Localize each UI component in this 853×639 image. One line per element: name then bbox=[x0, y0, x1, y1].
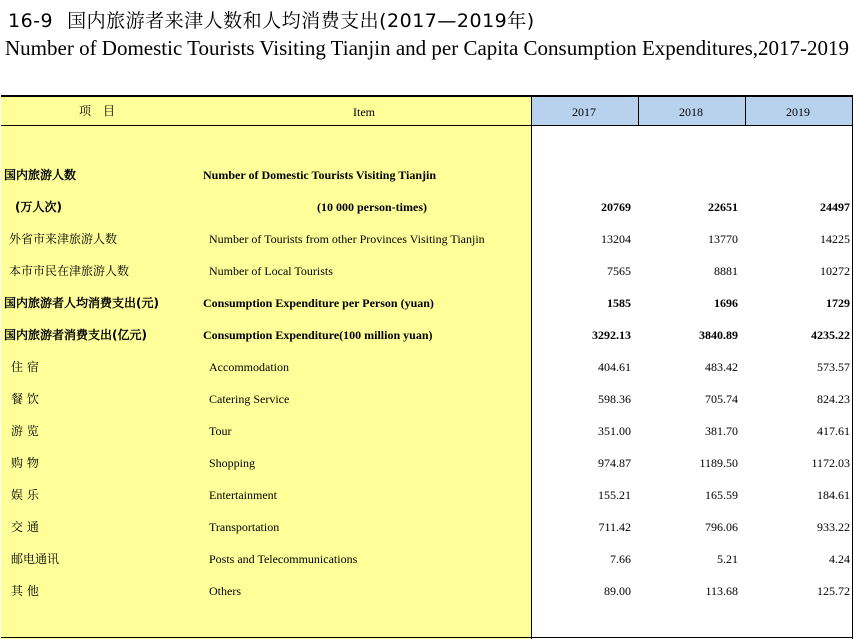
header-year-2018: 2018 bbox=[679, 105, 703, 119]
value-2019: 1729 bbox=[826, 296, 850, 310]
value-2017: 974.87 bbox=[598, 456, 631, 470]
value-2017: 155.21 bbox=[598, 488, 631, 502]
value-2019: 824.23 bbox=[817, 392, 850, 406]
value-2017: 7565 bbox=[607, 264, 631, 278]
value-2017: 351.00 bbox=[598, 424, 631, 438]
row-label-en: (10 000 person-times) bbox=[317, 200, 427, 214]
value-2018: 1696 bbox=[714, 296, 738, 310]
value-2017: 598.36 bbox=[598, 392, 631, 406]
value-2017: 20769 bbox=[601, 200, 631, 214]
header-divider bbox=[638, 95, 639, 125]
row-label-en: Catering Service bbox=[209, 392, 290, 406]
value-2019: 417.61 bbox=[817, 424, 850, 438]
row-label-cn: 外省市来津旅游人数 bbox=[9, 232, 118, 246]
row-label-cn: 国内旅游人数 bbox=[4, 168, 77, 182]
header-rule bbox=[1, 125, 853, 126]
value-2019: 933.22 bbox=[817, 520, 850, 534]
value-2018: 483.42 bbox=[705, 360, 738, 374]
row-label-cn: 国内旅游者人均消费支出(元) bbox=[4, 296, 159, 310]
value-2019: 1172.03 bbox=[811, 456, 850, 470]
row-label-en: Transportation bbox=[209, 520, 280, 534]
value-2017: 1585 bbox=[607, 296, 631, 310]
header-divider bbox=[745, 95, 746, 125]
row-label-en: Shopping bbox=[209, 456, 256, 470]
header-item-en: Item bbox=[353, 105, 375, 119]
value-2019: 184.61 bbox=[817, 488, 850, 502]
row-label-cn: 餐 饮 bbox=[11, 392, 39, 406]
value-2017: 7.66 bbox=[610, 552, 631, 566]
value-2018: 165.59 bbox=[705, 488, 738, 502]
row-label-cn: 国内旅游者消费支出(亿元) bbox=[4, 328, 147, 342]
table-bottom-rule bbox=[1, 637, 853, 638]
row-label-cn: 住 宿 bbox=[11, 360, 39, 374]
row-label-cn: 交 通 bbox=[11, 520, 39, 534]
value-2017: 711.42 bbox=[598, 520, 631, 534]
value-2018: 5.21 bbox=[717, 552, 738, 566]
value-2018: 113.68 bbox=[705, 584, 738, 598]
value-2018: 381.70 bbox=[705, 424, 738, 438]
value-2019: 4235.22 bbox=[811, 328, 850, 342]
title-cn-text: 国内旅游者来津人数和人均消费支出(2017—2019年) bbox=[67, 10, 535, 32]
row-label-en: Others bbox=[209, 584, 241, 598]
value-2018: 13770 bbox=[708, 232, 738, 246]
row-label-en: Number of Domestic Tourists Visiting Tianjin bbox=[203, 168, 437, 182]
value-2017: 89.00 bbox=[604, 584, 631, 598]
value-2019: 10272 bbox=[820, 264, 850, 278]
header-year-2019: 2019 bbox=[786, 105, 810, 119]
row-label-cn: 购 物 bbox=[11, 456, 39, 470]
row-label-cn: 邮电通讯 bbox=[11, 552, 60, 566]
table-title-en: Number of Domestic Tourists Visiting Tianjin and per Capita Consumption Expenditures,2017-2019 bbox=[5, 36, 850, 60]
row-label-cn: 其 他 bbox=[11, 584, 39, 598]
row-label-cn: (万人次) bbox=[15, 200, 62, 214]
row-label-en: Number of Tourists from other Provinces Visiting Tianjin bbox=[209, 232, 485, 246]
value-2019: 4.24 bbox=[829, 552, 850, 566]
table-number: 16-9 bbox=[8, 10, 54, 32]
value-2019: 125.72 bbox=[817, 584, 850, 598]
row-label-en: Consumption Expenditure per Person (yuan) bbox=[203, 296, 434, 310]
value-2018: 1189.50 bbox=[699, 456, 738, 470]
row-label-en: Posts and Telecommunications bbox=[209, 552, 358, 566]
value-2017: 404.61 bbox=[598, 360, 631, 374]
statistics-table bbox=[1, 95, 853, 639]
value-2018: 796.06 bbox=[705, 520, 738, 534]
value-2017: 13204 bbox=[601, 232, 631, 246]
table-title-cn bbox=[8, 6, 535, 33]
value-2019: 24497 bbox=[820, 200, 850, 214]
row-label-cn: 娱 乐 bbox=[11, 488, 39, 502]
value-2017: 3292.13 bbox=[592, 328, 631, 342]
table-top-rule bbox=[1, 95, 853, 97]
row-label-en: Accommodation bbox=[209, 360, 289, 374]
row-label-en: Entertainment bbox=[209, 488, 277, 502]
value-2018: 8881 bbox=[714, 264, 738, 278]
header-year-2017: 2017 bbox=[572, 105, 596, 119]
value-2019: 573.57 bbox=[817, 360, 850, 374]
row-label-en: Tour bbox=[209, 424, 232, 438]
value-2018: 22651 bbox=[708, 200, 738, 214]
column-divider bbox=[531, 95, 532, 639]
value-2018: 705.74 bbox=[705, 392, 738, 406]
header-item-cn: 项 目 bbox=[79, 104, 116, 118]
value-2018: 3840.89 bbox=[699, 328, 738, 342]
value-2019: 14225 bbox=[820, 232, 850, 246]
row-label-en: Number of Local Tourists bbox=[209, 264, 333, 278]
row-label-en: Consumption Expenditure(100 million yuan) bbox=[203, 328, 433, 342]
row-label-cn: 游 览 bbox=[11, 424, 39, 438]
row-label-cn: 本市市民在津旅游人数 bbox=[9, 264, 130, 278]
